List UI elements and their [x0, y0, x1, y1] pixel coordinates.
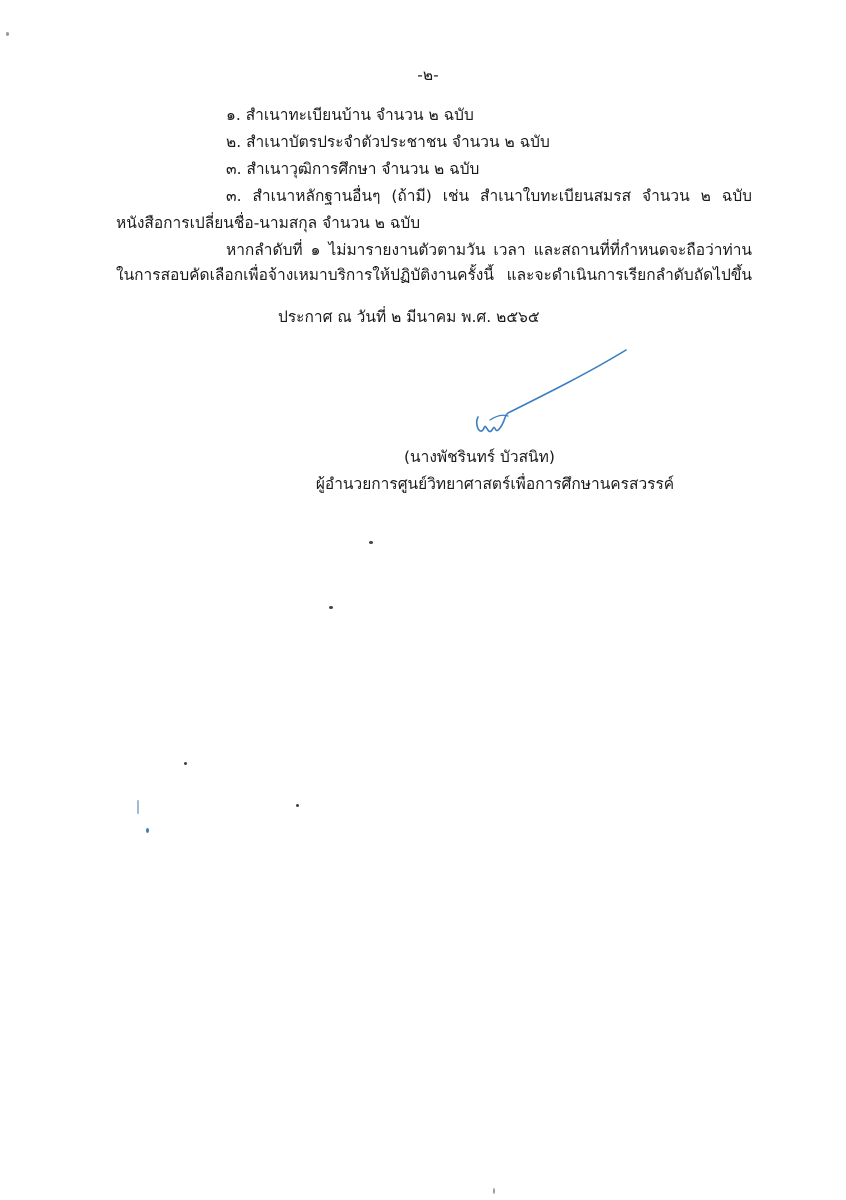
page-number: -๒- — [417, 66, 439, 84]
notice-paragraph-line-1: หากลำดับที่ ๑ ไม่มารายงานตัวตามวัน เวลา และสถานที่ที่กำหนดจะถือว่าท่าน — [226, 241, 752, 259]
signer-title: ผู้อำนวยการศูนย์วิทยาศาสตร์เพื่อการศึกษานครสวรรค์ — [315, 475, 675, 493]
announcement-date: ประกาศ ณ วันที่ ๒ มีนาคม พ.ศ. ๒๕๖๕ — [278, 308, 540, 326]
scan-speck — [184, 762, 187, 765]
document-item-4-continuation: หนังสือการเปลี่ยนชื่อ-นามสกุล จำนวน ๒ ฉบับ — [116, 214, 421, 232]
scan-speck — [6, 32, 9, 36]
scan-speck — [137, 800, 139, 814]
scan-speck — [329, 606, 333, 609]
notice-paragraph-line-2: ในการสอบคัดเลือกเพื่อจ้างเหมาบริการให้ปฏิบัติงานครั้งนี้ และจะดำเนินการเรียกลำดับถัดไปขึ้น — [116, 266, 752, 284]
scan-speck — [146, 828, 149, 833]
document-item-3: ๓. สำเนาวุฒิการศึกษา จำนวน ๒ ฉบับ — [226, 160, 480, 178]
scan-speck — [493, 1188, 495, 1194]
document-item-2: ๒. สำเนาบัตรประจำตัวประชาชน จำนวน ๒ ฉบับ — [226, 133, 550, 151]
scan-speck — [296, 804, 299, 807]
document-item-4: ๓. สำเนาหลักฐานอื่นๆ (ถ้ามี) เช่น สำเนาใบทะเบียนสมรส จำนวน ๒ ฉบับ — [226, 187, 752, 205]
document-item-1: ๑. สำเนาทะเบียนบ้าน จำนวน ๒ ฉบับ — [226, 106, 474, 124]
signer-name: (นางพัชรินทร์ บัวสนิท) — [404, 448, 555, 466]
scan-speck — [369, 541, 373, 544]
handwritten-signature — [470, 342, 640, 442]
